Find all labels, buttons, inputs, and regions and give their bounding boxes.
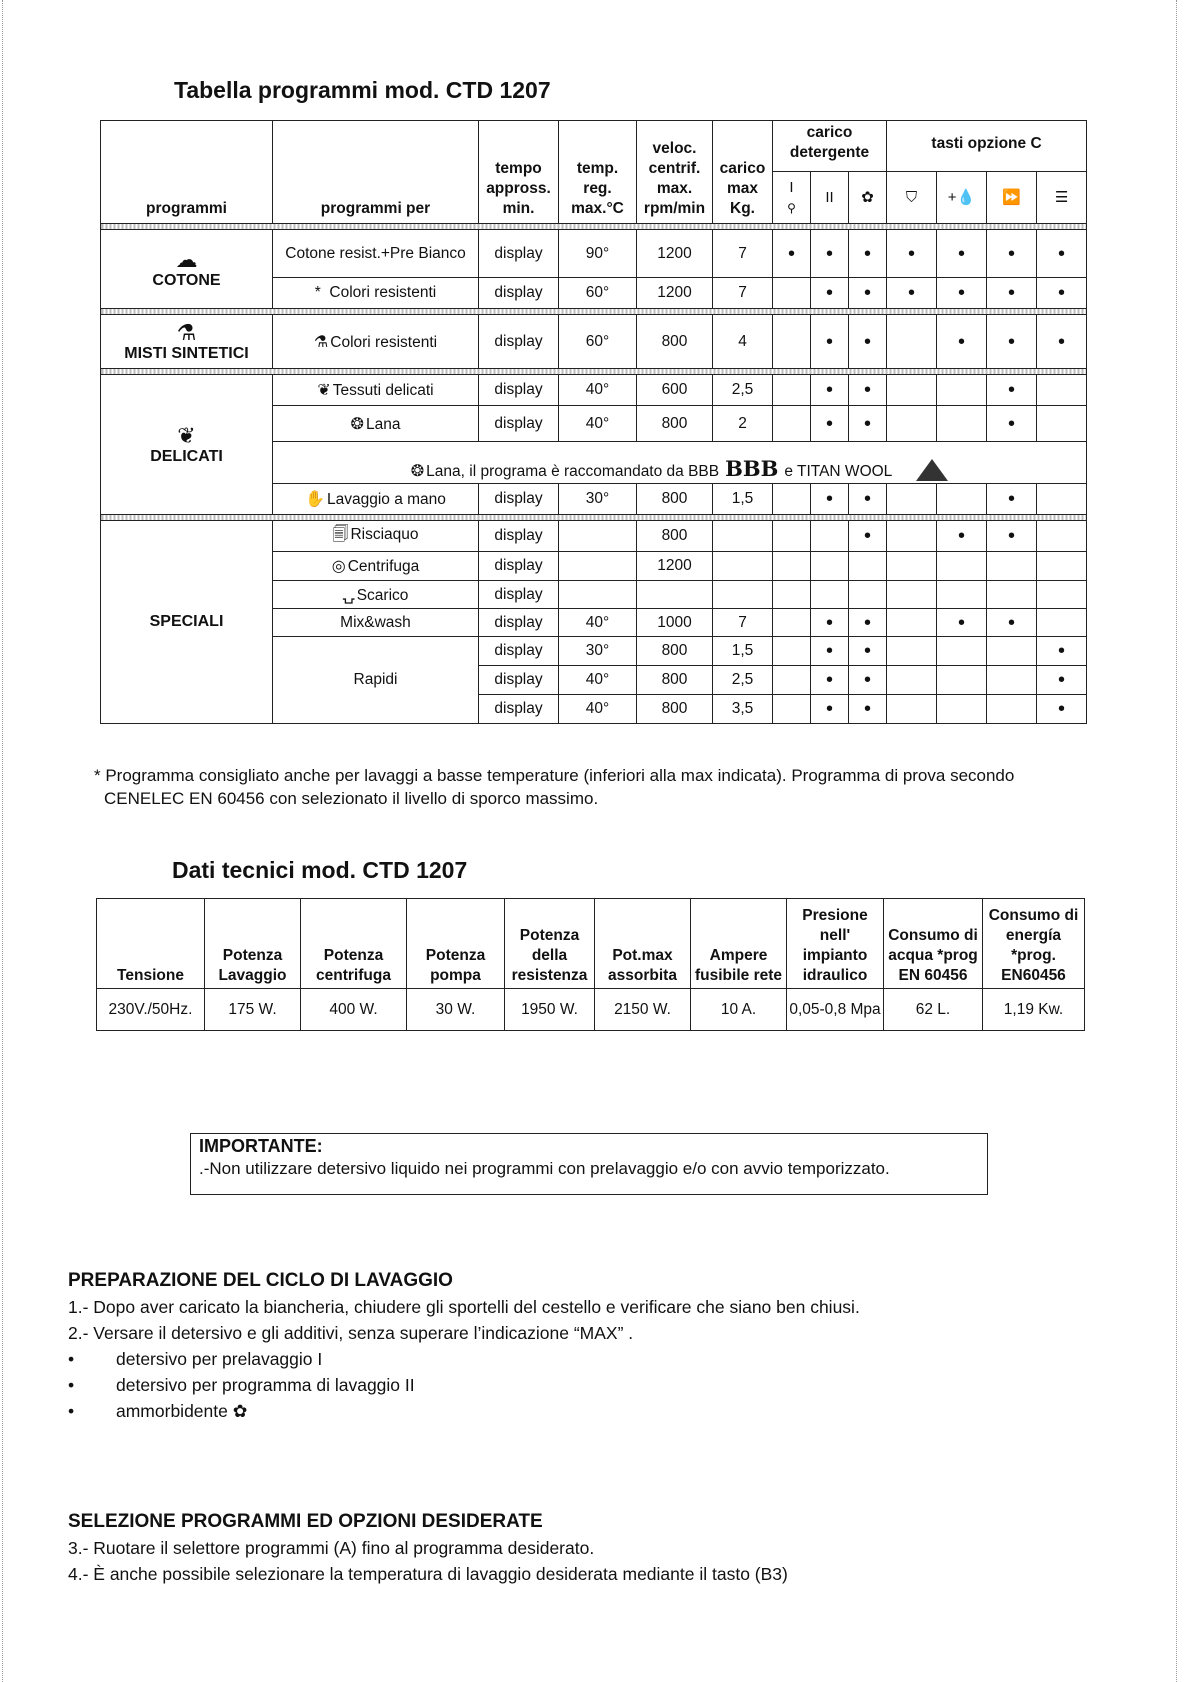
program-name bbox=[273, 609, 479, 637]
option-mark bbox=[937, 695, 987, 724]
option-mark: • bbox=[987, 521, 1037, 552]
important-box bbox=[190, 1133, 988, 1195]
cell-veloc: 800 bbox=[637, 315, 713, 369]
page-edge-right bbox=[1176, 0, 1177, 1682]
program-name-text: Rapidi bbox=[353, 671, 398, 688]
header-tasti-opzione: tasti opzione C bbox=[887, 121, 1087, 172]
option-mark: • bbox=[849, 406, 887, 442]
cell-veloc: 800 bbox=[637, 666, 713, 695]
important-heading: IMPORTANTE: bbox=[199, 1136, 323, 1156]
cell-temp: 60° bbox=[559, 315, 637, 369]
option-mark bbox=[887, 484, 937, 515]
header-carico-detergente bbox=[773, 121, 887, 172]
option-mark: • bbox=[849, 484, 887, 515]
option-mark bbox=[1037, 609, 1087, 637]
cell-temp bbox=[559, 581, 637, 609]
cell-veloc: 800 bbox=[637, 637, 713, 666]
option-mark bbox=[773, 315, 811, 369]
option-mark bbox=[937, 581, 987, 609]
option-mark bbox=[773, 666, 811, 695]
cell-tempo: display bbox=[479, 609, 559, 637]
option-mark bbox=[773, 637, 811, 666]
option-mark: • bbox=[811, 375, 849, 406]
option-mark bbox=[1037, 521, 1087, 552]
option-mark bbox=[773, 375, 811, 406]
cell-veloc: 800 bbox=[637, 521, 713, 552]
step-item: 2.- Versare il detersivo e gli additivi, senza superare l’indicazione “MAX” . bbox=[68, 1323, 634, 1343]
option-mark bbox=[773, 581, 811, 609]
option-mark bbox=[937, 666, 987, 695]
category-delicati bbox=[101, 375, 273, 515]
header-temp-line: max.°C bbox=[571, 200, 624, 217]
option-mark bbox=[1037, 375, 1087, 406]
option-mark: • bbox=[849, 609, 887, 637]
option-mark: • bbox=[849, 375, 887, 406]
cell-carico: 7 bbox=[713, 278, 773, 309]
cell-temp: 40° bbox=[559, 406, 637, 442]
program-name bbox=[273, 581, 479, 609]
option-mark: • bbox=[811, 666, 849, 695]
category-cotone bbox=[101, 230, 273, 309]
cell-carico bbox=[713, 552, 773, 581]
cell-veloc: 1200 bbox=[637, 552, 713, 581]
cell-carico: 2,5 bbox=[713, 666, 773, 695]
cell-tempo: display bbox=[479, 315, 559, 369]
header-programmi-per: programmi per bbox=[273, 121, 479, 224]
cell-carico: 7 bbox=[713, 609, 773, 637]
softener-icon: ✿ bbox=[232, 1401, 248, 1421]
preparazione-steps bbox=[68, 1294, 860, 1346]
option-mark bbox=[773, 278, 811, 309]
option-mark: • bbox=[987, 230, 1037, 278]
cell-carico: 1,5 bbox=[713, 637, 773, 666]
cell-tempo: display bbox=[479, 552, 559, 581]
program-table-body bbox=[101, 224, 1087, 724]
spin-icon: ◎ bbox=[331, 558, 346, 575]
selezione-steps bbox=[68, 1535, 788, 1587]
step-item: 1.- Dopo aver caricato la biancheria, chiudere gli sportelli del cestello e verificare che siano ben chiusi. bbox=[68, 1297, 860, 1317]
option-mark: • bbox=[849, 315, 887, 369]
program-name bbox=[273, 278, 479, 309]
wool-note bbox=[273, 442, 1087, 484]
cell-temp: 30° bbox=[559, 637, 637, 666]
category-label: SPECIALI bbox=[149, 613, 224, 630]
option-mark: • bbox=[937, 278, 987, 309]
titan-wool-logo-icon bbox=[916, 459, 948, 481]
tech-header: Potenza della resistenza bbox=[505, 899, 595, 989]
option-mark: • bbox=[849, 521, 887, 552]
option-mark bbox=[887, 375, 937, 406]
header-detergente-line: carico bbox=[806, 124, 853, 141]
tech-value: 175 W. bbox=[205, 989, 301, 1031]
header-veloc-line: rpm/min bbox=[643, 200, 706, 217]
option-mark: • bbox=[811, 637, 849, 666]
option-mark: • bbox=[1037, 637, 1087, 666]
delicates-icon: ❦ bbox=[177, 422, 196, 448]
tech-header: Consumo di energía *prog. EN60456 bbox=[983, 899, 1085, 989]
preparazione-bullets bbox=[68, 1346, 415, 1424]
wool-note-suffix: e TITAN WOOL bbox=[784, 463, 893, 480]
header-veloc-line: centrif. bbox=[648, 160, 701, 177]
option-mark: • bbox=[773, 230, 811, 278]
cell-carico: 2 bbox=[713, 406, 773, 442]
tech-value: 62 L. bbox=[884, 989, 983, 1031]
tech-header: Consumo di acqua *prog EN 60456 bbox=[884, 899, 983, 989]
header-tempo bbox=[479, 121, 559, 224]
program-name-text: Centrifuga bbox=[347, 558, 420, 575]
option-mark: • bbox=[1037, 666, 1087, 695]
option-mark: • bbox=[987, 484, 1037, 515]
extra-rinse-icon: +💧 bbox=[937, 172, 987, 224]
program-table-header bbox=[101, 121, 1087, 224]
option-mark bbox=[887, 695, 937, 724]
header-temp bbox=[559, 121, 637, 224]
option-mark: • bbox=[987, 406, 1037, 442]
option-mark: • bbox=[811, 230, 849, 278]
cell-tempo: display bbox=[479, 521, 559, 552]
header-veloc-line: max. bbox=[656, 180, 693, 197]
option-mark: • bbox=[887, 278, 937, 309]
option-mark: • bbox=[811, 484, 849, 515]
cell-temp: 40° bbox=[559, 695, 637, 724]
program-prefix: * bbox=[314, 284, 321, 301]
cell-carico: 3,5 bbox=[713, 695, 773, 724]
option-mark bbox=[773, 521, 811, 552]
option-mark bbox=[937, 406, 987, 442]
step-item: 4.- È anche possibile selezionare la temperatura di lavaggio desiderata mediante il tasto (B3) bbox=[68, 1564, 788, 1584]
option-mark: • bbox=[1037, 695, 1087, 724]
cell-temp: 40° bbox=[559, 375, 637, 406]
option-mark bbox=[849, 552, 887, 581]
option-mark bbox=[811, 552, 849, 581]
header-detergent-wash: II bbox=[811, 172, 849, 224]
option-mark bbox=[887, 406, 937, 442]
cell-carico bbox=[713, 581, 773, 609]
option-mark bbox=[937, 552, 987, 581]
header-carico bbox=[713, 121, 773, 224]
cotton-icon: ☁ bbox=[175, 247, 198, 272]
table-row bbox=[101, 315, 1087, 369]
program-name bbox=[273, 637, 479, 724]
cell-carico: 1,5 bbox=[713, 484, 773, 515]
hand-wash-icon: ✋ bbox=[305, 491, 325, 508]
option-mark bbox=[1037, 484, 1087, 515]
option-mark: • bbox=[987, 609, 1037, 637]
header-tempo-line: appross. bbox=[486, 180, 551, 197]
option-mark: • bbox=[937, 315, 987, 369]
tech-header: Tensione bbox=[97, 899, 205, 989]
category-label: COTONE bbox=[152, 272, 221, 289]
option-mark bbox=[773, 484, 811, 515]
wool-note-text: Lana, il programa è raccomandato da BBB bbox=[426, 463, 720, 480]
cell-tempo: display bbox=[479, 637, 559, 666]
option-mark bbox=[773, 609, 811, 637]
option-mark bbox=[849, 581, 887, 609]
option-mark bbox=[887, 666, 937, 695]
tech-value: 10 A. bbox=[691, 989, 787, 1031]
option-mark bbox=[887, 521, 937, 552]
cell-carico: 2,5 bbox=[713, 375, 773, 406]
option-mark bbox=[987, 637, 1037, 666]
program-name bbox=[273, 484, 479, 515]
option-mark: • bbox=[849, 637, 887, 666]
softener-icon: ✿ bbox=[849, 172, 887, 224]
option-mark bbox=[937, 375, 987, 406]
tech-title: Dati tecnici mod. CTD 1207 bbox=[172, 857, 468, 883]
option-mark bbox=[773, 406, 811, 442]
option-mark bbox=[987, 695, 1037, 724]
option-mark bbox=[937, 484, 987, 515]
option-mark: • bbox=[1037, 315, 1087, 369]
synthetics-icon: ⚗ bbox=[176, 319, 197, 345]
option-mark: • bbox=[811, 695, 849, 724]
cell-temp bbox=[559, 552, 637, 581]
tech-value: 1,19 Kw. bbox=[983, 989, 1085, 1031]
cell-tempo: display bbox=[479, 375, 559, 406]
easy-iron-icon: ⏩ bbox=[987, 172, 1037, 224]
option-mark bbox=[887, 581, 937, 609]
cell-temp: 60° bbox=[559, 278, 637, 309]
program-name bbox=[273, 521, 479, 552]
woolmark-icon: ❂ bbox=[410, 463, 425, 480]
option-mark: • bbox=[987, 375, 1037, 406]
header-detergente-line: detergente bbox=[789, 144, 870, 161]
option-mark bbox=[887, 315, 937, 369]
option-mark: • bbox=[849, 666, 887, 695]
tech-header: Ampere fusibile rete bbox=[691, 899, 787, 989]
synthetics-icon: ⚗ bbox=[313, 333, 329, 351]
cell-veloc bbox=[637, 581, 713, 609]
cell-temp: 30° bbox=[559, 484, 637, 515]
category-label: DELICATI bbox=[150, 447, 223, 465]
program-name-text: Colori resistenti bbox=[330, 333, 438, 351]
tech-header: Potenza centrifuga bbox=[301, 899, 407, 989]
category-speciali bbox=[101, 521, 273, 724]
program-name-text: Cotone resist.+Pre Bianco bbox=[285, 244, 466, 262]
program-name-text: Colori resistenti bbox=[329, 284, 437, 301]
tech-header: Potenza pompa bbox=[407, 899, 505, 989]
tech-value: 2150 W. bbox=[595, 989, 691, 1031]
cell-temp: 40° bbox=[559, 666, 637, 695]
program-name-text: Mix&wash bbox=[340, 613, 411, 631]
option-mark: • bbox=[887, 230, 937, 278]
program-name-text: Lana bbox=[365, 415, 401, 433]
category-label: MISTI SINTETICI bbox=[124, 344, 249, 362]
option-mark: • bbox=[937, 609, 987, 637]
tech-value: 400 W. bbox=[301, 989, 407, 1031]
option-mark bbox=[987, 552, 1037, 581]
option-mark bbox=[987, 666, 1037, 695]
tech-header: Pot.max assorbita bbox=[595, 899, 691, 989]
option-mark: • bbox=[849, 695, 887, 724]
option-mark: • bbox=[1037, 230, 1087, 278]
option-mark: • bbox=[937, 521, 987, 552]
cell-tempo: display bbox=[479, 406, 559, 442]
header-temp-line: temp. bbox=[576, 160, 619, 177]
option-mark: • bbox=[811, 278, 849, 309]
option-mark: • bbox=[849, 230, 887, 278]
cell-tempo: display bbox=[479, 581, 559, 609]
preparazione-title: PREPARAZIONE DEL CICLO DI LAVAGGIO bbox=[68, 1270, 453, 1291]
option-mark bbox=[887, 609, 937, 637]
cell-tempo: display bbox=[479, 230, 559, 278]
selezione-title: SELEZIONE PROGRAMMI ED OPZIONI DESIDERATE bbox=[68, 1511, 543, 1532]
header-veloc bbox=[637, 121, 713, 224]
cell-veloc: 800 bbox=[637, 484, 713, 515]
option-mark bbox=[1037, 581, 1087, 609]
program-name-text: Risciaquo bbox=[350, 525, 419, 543]
option-mark bbox=[811, 521, 849, 552]
header-programmi: programmi bbox=[101, 121, 273, 224]
page-edge-left bbox=[2, 0, 3, 1682]
cell-tempo: display bbox=[479, 666, 559, 695]
bullet-item: • ammorbidente ✿ bbox=[68, 1398, 415, 1424]
program-name bbox=[273, 552, 479, 581]
tech-values-row bbox=[97, 989, 1085, 1031]
delicates-icon: ❦ bbox=[317, 382, 331, 399]
bbb-logo: BBB bbox=[725, 456, 779, 481]
cell-carico bbox=[713, 521, 773, 552]
drain-icon: ⍽ bbox=[342, 586, 355, 604]
program-table bbox=[100, 120, 1087, 724]
option-mark bbox=[937, 637, 987, 666]
programs-title: Tabella programmi mod. CTD 1207 bbox=[174, 77, 551, 103]
cell-temp: 40° bbox=[559, 609, 637, 637]
program-name bbox=[273, 230, 479, 278]
rinse-icon: 🗐 bbox=[332, 525, 349, 543]
option-mark: • bbox=[987, 315, 1037, 369]
cell-veloc: 1200 bbox=[637, 278, 713, 309]
option-mark: • bbox=[811, 609, 849, 637]
option-mark bbox=[887, 637, 937, 666]
cell-temp bbox=[559, 521, 637, 552]
bullet-item: • detersivo per prelavaggio I bbox=[68, 1346, 415, 1372]
header-tempo-line: min. bbox=[502, 200, 535, 217]
table-row bbox=[101, 521, 1087, 552]
cell-tempo: display bbox=[479, 695, 559, 724]
header-carico-line: carico bbox=[719, 160, 766, 177]
cell-veloc: 600 bbox=[637, 375, 713, 406]
option-mark: • bbox=[1037, 278, 1087, 309]
program-name bbox=[273, 406, 479, 442]
option-mark bbox=[1037, 552, 1087, 581]
cell-tempo: display bbox=[479, 484, 559, 515]
option-mark: • bbox=[937, 230, 987, 278]
program-name-text: Scarico bbox=[356, 586, 409, 604]
option-mark: • bbox=[987, 278, 1037, 309]
option-mark: • bbox=[849, 278, 887, 309]
header-detergent-prewash: I ⚲ bbox=[773, 172, 811, 224]
header-temp-line: reg. bbox=[583, 180, 612, 197]
program-name bbox=[273, 375, 479, 406]
option-mark: • bbox=[811, 315, 849, 369]
table-row bbox=[101, 375, 1087, 406]
important-text: .-Non utilizzare detersivo liquido nei programmi con prelavaggio e/o con avvio temporizzato. bbox=[199, 1159, 890, 1178]
tech-value: 30 W. bbox=[407, 989, 505, 1031]
cell-temp: 90° bbox=[559, 230, 637, 278]
option-mark: • bbox=[811, 406, 849, 442]
bullet-item: • detersivo per programma di lavaggio II bbox=[68, 1372, 415, 1398]
option-mark bbox=[887, 552, 937, 581]
prewash-icon: ⛉ bbox=[887, 172, 937, 224]
tech-value: 1950 W. bbox=[505, 989, 595, 1031]
quick-icon: ☰ bbox=[1037, 172, 1087, 224]
tech-table bbox=[96, 898, 1085, 1031]
cell-veloc: 800 bbox=[637, 695, 713, 724]
program-name-text: Tessuti delicati bbox=[332, 382, 434, 399]
cell-veloc: 1000 bbox=[637, 609, 713, 637]
tech-header-row bbox=[97, 899, 1085, 989]
cell-carico: 7 bbox=[713, 230, 773, 278]
header-carico-line: Kg. bbox=[730, 200, 755, 217]
step-item: 3.- Ruotare il selettore programmi (A) fino al programma desiderato. bbox=[68, 1538, 595, 1558]
header-veloc-line: veloc. bbox=[652, 140, 697, 157]
cell-veloc: 800 bbox=[637, 406, 713, 442]
option-mark bbox=[1037, 406, 1087, 442]
option-mark bbox=[987, 581, 1037, 609]
footnote: * Programma consigliato anche per lavaggi a basse temperature (inferiori alla max indicata). Programma di prova secondo CENELEC EN 60456 con selezionato il livello di sporco massimo. bbox=[94, 766, 1015, 808]
program-name bbox=[273, 315, 479, 369]
cell-carico: 4 bbox=[713, 315, 773, 369]
table-row bbox=[101, 230, 1087, 278]
tech-value: 230V./50Hz. bbox=[97, 989, 205, 1031]
cell-tempo: display bbox=[479, 278, 559, 309]
header-tempo-line: tempo bbox=[495, 160, 542, 177]
cell-veloc: 1200 bbox=[637, 230, 713, 278]
option-mark bbox=[811, 581, 849, 609]
program-name-text: Lavaggio a mano bbox=[327, 491, 446, 508]
header-carico-line: max bbox=[726, 180, 759, 197]
tech-header: Potenza Lavaggio bbox=[205, 899, 301, 989]
category-misti bbox=[101, 315, 273, 369]
tech-header: Presione nell' impianto idraulico bbox=[787, 899, 884, 989]
woolmark-icon: ❂ bbox=[350, 415, 364, 433]
tech-value: 0,05-0,8 Mpa bbox=[787, 989, 884, 1031]
option-mark bbox=[773, 552, 811, 581]
option-mark bbox=[773, 695, 811, 724]
